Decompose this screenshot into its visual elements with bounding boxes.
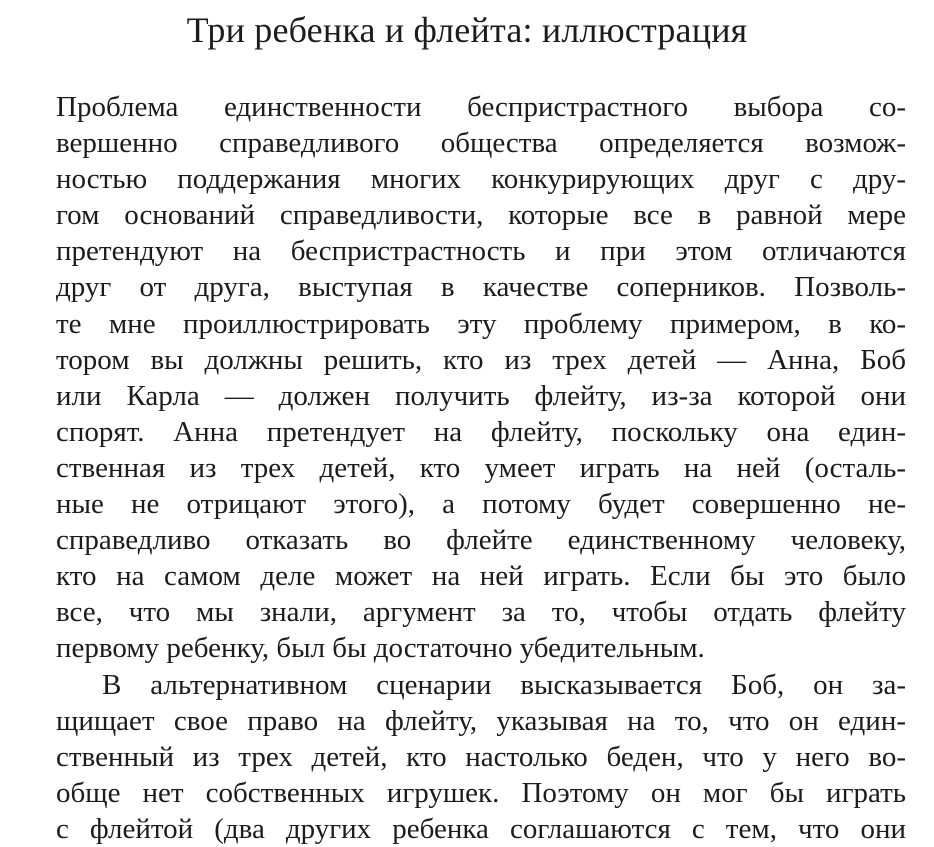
text-line: ственный из трех детей, кто настолько беден, что у него во- [56,740,906,773]
text-line: друг от друга, выступая в качестве соперников. Позволь- [56,271,906,304]
text-line: обще нет собственных игрушек. Поэтому он мог бы играть [56,776,906,809]
section-title: Три ребенка и флейта: иллюстрация [186,10,748,50]
text-line: вершенно справедливого общества определяется возмож- [56,127,906,160]
paragraph-1 [56,89,906,667]
text-line: Проблема единственности беспристрастного выбора со- [56,91,906,123]
text-line: тором вы должны решить, кто из трех детей — Анна, Боб [56,343,906,376]
text-line: ные не отрицают этого), а потому будет совершенно не- [56,488,906,521]
text-line: с флейтой (два других ребенка соглашаются с тем, что они [56,812,906,845]
text-line: или Карла — должен получить флейту, из-за которой они [56,379,906,412]
paragraph-2 [56,667,906,847]
text-line: все, что мы знали, аргумент за то, чтобы отдать флейту [56,596,906,629]
text-line: ственная из трех детей, кто умеет играть на ней (осталь- [56,451,906,484]
text-line: справедливо отказать во флейте единственному человеку, [56,524,906,557]
text-line: гом оснований справедливости, которые все в равной мере [56,199,906,232]
text-line: В альтернативном сценарии высказывается Боб, он за- [102,668,906,701]
text-line: первому ребенку, был бы достаточно убедительным. [56,632,705,665]
text-line: спорят. Анна претендует на флейту, поскольку она един- [56,415,906,448]
text-line: те мне проиллюстрировать эту проблему примером, в ко- [56,307,906,340]
body-text [56,89,906,847]
text-line: кто на самом деле может на ней играть. Если бы это было [56,560,906,593]
text-line: претендуют на беспристрастность и при этом отличаются [56,235,906,268]
text-line: ностью поддержания многих конкурирующих друг с дру- [56,163,906,196]
text-line: щищает свое право на флейту, указывая на то, что он един- [56,704,906,737]
